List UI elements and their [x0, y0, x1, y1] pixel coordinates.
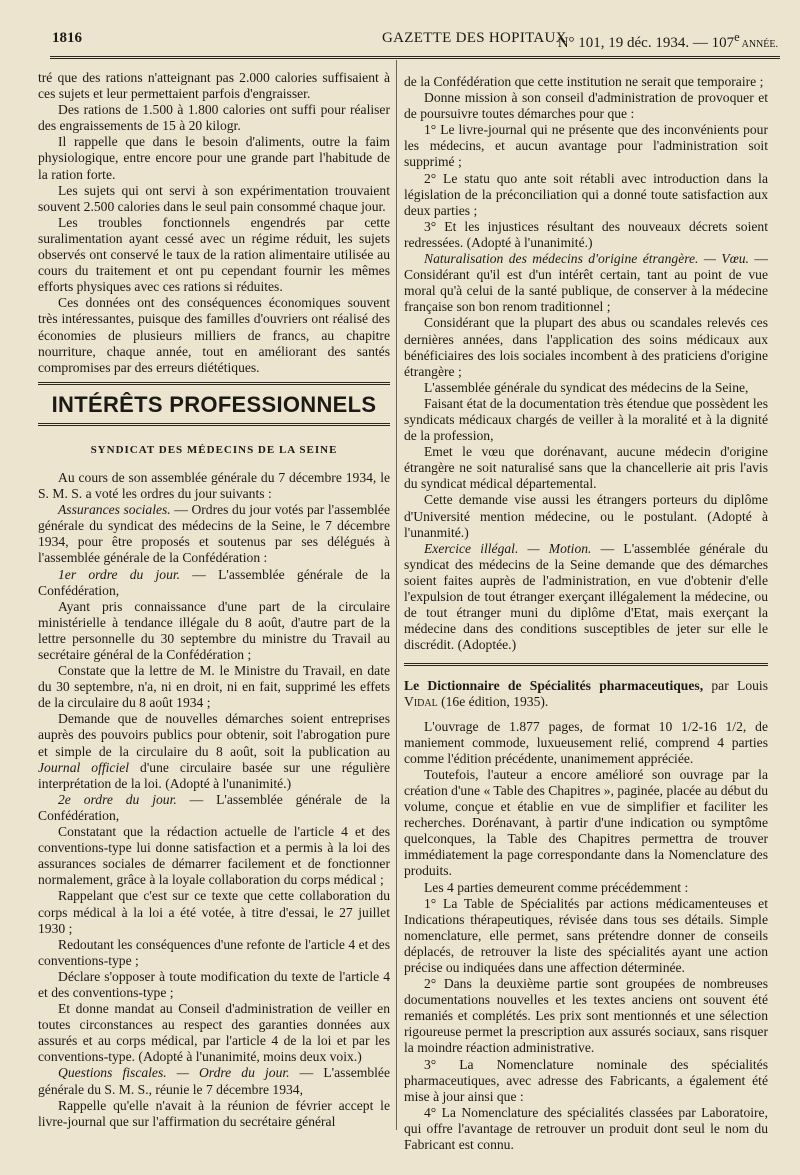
book-title: Le Dictionnaire de Spécialités pharmaceutiques,: [404, 678, 704, 694]
paragraph: tré que des rations n'atteignant pas 2.000 calories suffisaient à ces sujets et leur permettaient parfois d'engraisser.: [38, 70, 390, 102]
issue-text: N° 101, 19 déc. 1934. — 107: [557, 35, 735, 51]
paragraph: Rappelle qu'elle n'avait à la réunion de février accept le livre-journal que sur l'affirmation du secrétaire général: [38, 1097, 390, 1129]
paragraph: Faisant état de la documentation très étendue que possèdent les syndicats médicaux chargés de veiller à la moralité et à la dignité de la profession,: [404, 395, 768, 444]
paragraph: de la Confédération que cette institution ne serait que temporaire ;: [404, 74, 764, 89]
book-author: Vidal: [404, 694, 438, 710]
paragraph: 2° Dans la deuxième partie sont groupées de nombreuses documentations nouvelles et les textes anciens ont souvent été remaniés et complétés. Les prix sont mentionnés et une sélection rigoureuse permet la prescription aux assurés sociaux, sans risquer la moindre réaction administrative.: [404, 976, 768, 1056]
paragraph: Et donne mandat au Conseil d'administration de veiller en toutes circonstances au respect des garanties données aux assurés et au corps médical, par l'article 4 de la loi et par les conventions-type. (Adopté à l'unanimité, moins deux voix.): [38, 1001, 390, 1065]
run-in-heading: Assurances sociales.: [58, 502, 171, 518]
paragraph: Ces données ont des conséquences économiques souvent très intéressantes, puisque des familles d'ouvriers ont réalisé des économies de plusieurs milliers de francs, au chapitre nourriture, chaque année, tout en améliorant des santés compromises par des erreurs diététiques.: [38, 295, 390, 375]
paragraph: Rappelant que c'est sur ce texte que cette collaboration du corps médical à la loi a été votée, à titre d'essai, le 27 juillet 1930 ;: [38, 888, 390, 936]
paragraph: Au cours de son assemblée générale du 7 décembre 1934, le S. M. S. a voté les ordres du jour suivants :: [38, 469, 390, 502]
paragraph: Les 4 parties demeurent comme précédemment :: [424, 879, 689, 895]
paragraph: [404, 251, 768, 315]
paragraph-text: Demande que de nouvelles démarches soient entreprises auprès des pouvoirs publics pour obtenir, soit l'abrogation pure et simple de la circulaire du 8 août, soit la publication au: [38, 711, 390, 759]
paragraph: Des rations de 1.500 à 1.800 calories ont suffi pour réaliser des engraissements de 15 à 20 kilogr.: [38, 102, 390, 134]
issue-year-label: ANNÉE.: [739, 39, 778, 50]
paragraph: [38, 792, 390, 824]
paragraph: Déclare s'opposer à toute modification du texte de l'article 4 et des conventions-type ;: [38, 968, 390, 1000]
paragraph: Constatant que la rédaction actuelle de l'article 4 et des conventions-type lui donne satisfaction et a permis à la loi des assurances sociales de démarrer facilement et de fonctionner normalement, grâce à la loyale collaboration du corps médical ;: [38, 824, 390, 888]
paragraph: Cette demande vise aussi les étrangers porteurs du diplôme d'Université mention médecine, ou le postulant. (Adopté à l'unanmité.): [404, 492, 768, 540]
paragraph: 3° La Nomenclature nominale des spécialités pharmaceutiques, avec adresse des Fabricants, a également été mise à jour ainsi que :: [404, 1056, 768, 1104]
issue-sup: e: [734, 30, 740, 44]
article-rule: [404, 663, 768, 666]
right-column: [404, 74, 768, 1153]
paragraph: Emet le vœu que dorénavant, aucune médecin d'origine étrangère ne soit naturalisé sans que la chancellerie ait pris l'avis du syndicat médical départemental.: [404, 444, 768, 492]
paragraph-text: d'une circulaire basée sur une régulière interprétation de la loi. (Adopté à l'unanimité.): [38, 759, 390, 791]
run-in-heading: Exercice illégal. — Motion.: [424, 540, 592, 556]
paragraph: 2° Le statu quo ante soit rétabli avec introduction dans la législation de la préconciliation qui a donné toute satisfaction aux deux parties ;: [404, 170, 768, 218]
section-rule-bottom: [38, 423, 390, 426]
run-in-heading: Naturalisation des médecins d'origine étrangère. — Vœu.: [424, 251, 749, 267]
section-title: INTÉRÊTS PROFESSIONNELS: [51, 391, 377, 417]
page-header: [52, 30, 778, 54]
paragraph: L'ouvrage de 1.877 pages, de format 10 1/2-16 1/2, de maniement commode, luxueusement relié, comprend 4 parties comme l'édition précédente, unanimement appréciée.: [404, 718, 768, 766]
paragraph-text: — L'assemblée générale de la Confédération,: [38, 566, 390, 598]
paragraph: Les troubles fonctionnels engendrés par cette suralimentation ayant cessé avec un régime réduit, les sujets observés ont conservé le taux de la ration alimentaire utilisée au cours du traitement et ont pu cependant fournir les mêmes efforts physiques avec ces rations si réduites.: [38, 214, 390, 295]
subsection-title: SYNDICAT DES MÉDECINS DE LA SEINE: [90, 443, 338, 456]
paragraph: 1° La Table de Spécialités par actions médicamenteuses et Indications thérapeutiques, révisée dans tous ses détails. Simple nomenclature, elle permet, sans prétendre donner de conseils déplacés, de retrouver la liste des spécialités ayant une action précise ou indiquées dans une affection déterminée.: [404, 895, 768, 975]
book-edition: (16e édition, 1935).: [437, 694, 549, 710]
paragraph: [38, 502, 390, 566]
column-separator: [396, 60, 397, 1130]
paragraph-text: — Considérant qu'il est d'un intérêt certain, tant au point de vue moral qu'à celui de la santé publique, de conserver à la médecine française son bon renom traditionnel ;: [404, 251, 768, 315]
paragraph: Constate que la lettre de M. le Ministre du Travail, en date du 30 septembre, n'a, ni en droit, ni en fait, supprimé les effets de la circulaire du 8 août 1934 ;: [38, 663, 390, 711]
journal-title: GAZETTE DES HOPITAUX: [382, 30, 567, 46]
paragraph: Toutefois, l'auteur a encore amélioré son ouvrage par la création d'une « Table des Chapitres », paginée, placée au début du volume, conçue et établie en vue de simplifier et faciliter les recherches. Dorénavant, à partir d'une indication ou symptôme quelconques, la Table des Chapitres permettra de trouver immédiatement la page correspondante dans la Nomenclature des produits.: [404, 766, 768, 879]
paragraph: [404, 541, 768, 654]
paragraph: L'assemblée générale du syndicat des médecins de la Seine,: [424, 379, 749, 395]
run-in-heading: 2e ordre du jour.: [58, 791, 177, 807]
paragraph-text: — L'assemblée générale du syndicat des médecins de la Seine demande que des démarches soient faites auprès de l'administration, en vue d'obtenir d'elle l'expulsion de tout étranger exerçant illégalement la médecine, ou de tout étranger muni du diplôme d'Etat, mais exerçant la médecine dans des conditions susceptibles de jeter sur elle le discrédit. (Adoptée.): [404, 540, 768, 653]
run-in-heading: 1er ordre du jour.: [58, 566, 181, 582]
emphasis: Journal officiel: [38, 759, 130, 775]
paragraph: Considérant que la plupart des abus ou scandales relevés ces dernières années, dans l'application des soins médicaux aux bénéficiaires des lois sociales incombent à des praticiens d'origine étrangère ;: [404, 315, 768, 379]
paragraph-text: — L'assemblée générale de la Confédération,: [38, 791, 390, 823]
paragraph: [38, 1065, 390, 1097]
paragraph: [38, 711, 390, 791]
section-rule-top: [38, 382, 390, 385]
paragraph: Redoutant les conséquences d'une refonte de l'article 4 et des conventions-type ;: [38, 936, 390, 968]
paragraph: Donne mission à son conseil d'administration de provoquer et de poursuivre toutes démarches pour que :: [404, 90, 768, 122]
paragraph: 3° Et les injustices résultant des nouveaux décrets soient redressées. (Adopté à l'unanimité.): [404, 218, 768, 250]
paragraph-text: — L'assemblée générale du S. M. S., réunie le 7 décembre 1934,: [38, 1065, 390, 1097]
book-author-prefix: par Louis: [703, 678, 768, 694]
paragraph-text: — Ordres du jour votés par l'assemblée générale du syndicat des médecins de la Seine, le 7 décembre 1934, pour être proposés et soutenus par ses délégués à l'assemblée générale de la Confédération :: [38, 502, 390, 566]
book-review-heading: [404, 678, 768, 710]
paragraph: Ayant pris connaissance d'une part de la circulaire ministérielle à tendance illégale du 8 août, d'autre part de la lettre personnelle du 30 septembre du ministre du Travail au secrétaire général de la Confédération ;: [38, 598, 390, 662]
left-column: [38, 70, 390, 1130]
header-rule: [50, 56, 780, 59]
paragraph: Il rappelle que dans le besoin d'aliments, outre la faim physiologique, entre encore pour une grande part l'habitude de la ration forte.: [38, 134, 390, 182]
paragraph: Les sujets qui ont servi à son expérimentation trouvaient souvent 2.500 calories dans le seul pain consommé chaque jour.: [38, 182, 390, 214]
run-in-heading: Questions fiscales. — Ordre du jour.: [58, 1065, 290, 1081]
issue-info: [558, 30, 778, 52]
paragraph: 1° Le livre-journal qui ne présente que des inconvénients pour les médecins, et aucun avantage pour l'administration soit supprimé ;: [404, 122, 768, 170]
paragraph: [38, 567, 390, 599]
page-number: 1816: [52, 30, 82, 46]
paragraph: 4° La Nomenclature des spécialités classées par Laboratoire, qui offre l'avantage de retrouver un produit dont seul le nom du Fabricant est connu.: [404, 1104, 768, 1152]
